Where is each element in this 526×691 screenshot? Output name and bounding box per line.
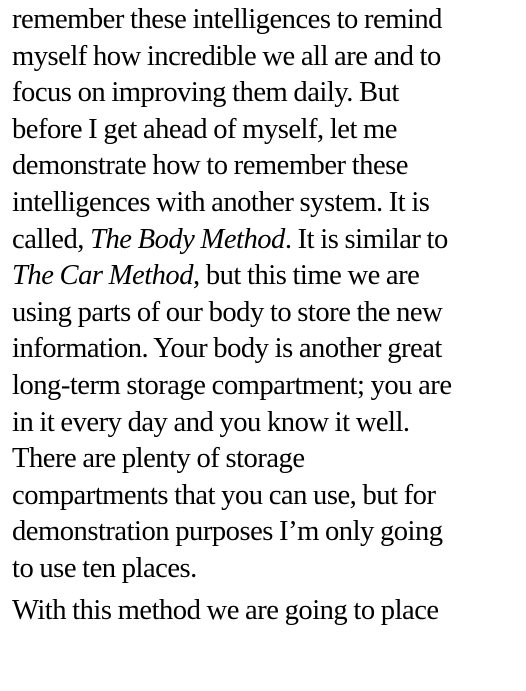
text-line: to use ten places. xyxy=(12,552,197,584)
text-line: using parts of our body to store the new xyxy=(12,296,443,328)
text-line: focus on improving them daily. But xyxy=(12,77,399,109)
text-line: in it every day and you know it well. xyxy=(12,406,410,438)
text-line: called, The Body Method. It is similar to xyxy=(12,223,448,255)
text-line: With this method we are going to place xyxy=(12,594,439,626)
text-line: demonstrate how to remember these xyxy=(12,150,408,182)
paragraph-1 xyxy=(12,2,518,588)
text-line: compartments that you can use, but for xyxy=(12,479,436,511)
book-title-body-method: The Body Method xyxy=(90,223,285,255)
document-page xyxy=(12,2,518,629)
text-line: intelligences with another system. It is xyxy=(12,186,430,218)
paragraph-2 xyxy=(12,593,518,630)
text-line: There are plenty of storage xyxy=(12,443,305,475)
text-line: before I get ahead of myself, let me xyxy=(12,113,397,145)
text-line: demonstration purposes I’m only going xyxy=(12,516,443,548)
book-title-car-method: The Car Method xyxy=(12,260,194,292)
text-line: The Car Method, but this time we are xyxy=(12,260,420,292)
text-line: information. Your body is another great xyxy=(12,333,442,365)
text-line: myself how incredible we all are and to xyxy=(12,40,441,72)
text-line: remember these intelligences to remind xyxy=(12,4,442,35)
text-line: long-term storage compartment; you are xyxy=(12,369,452,401)
